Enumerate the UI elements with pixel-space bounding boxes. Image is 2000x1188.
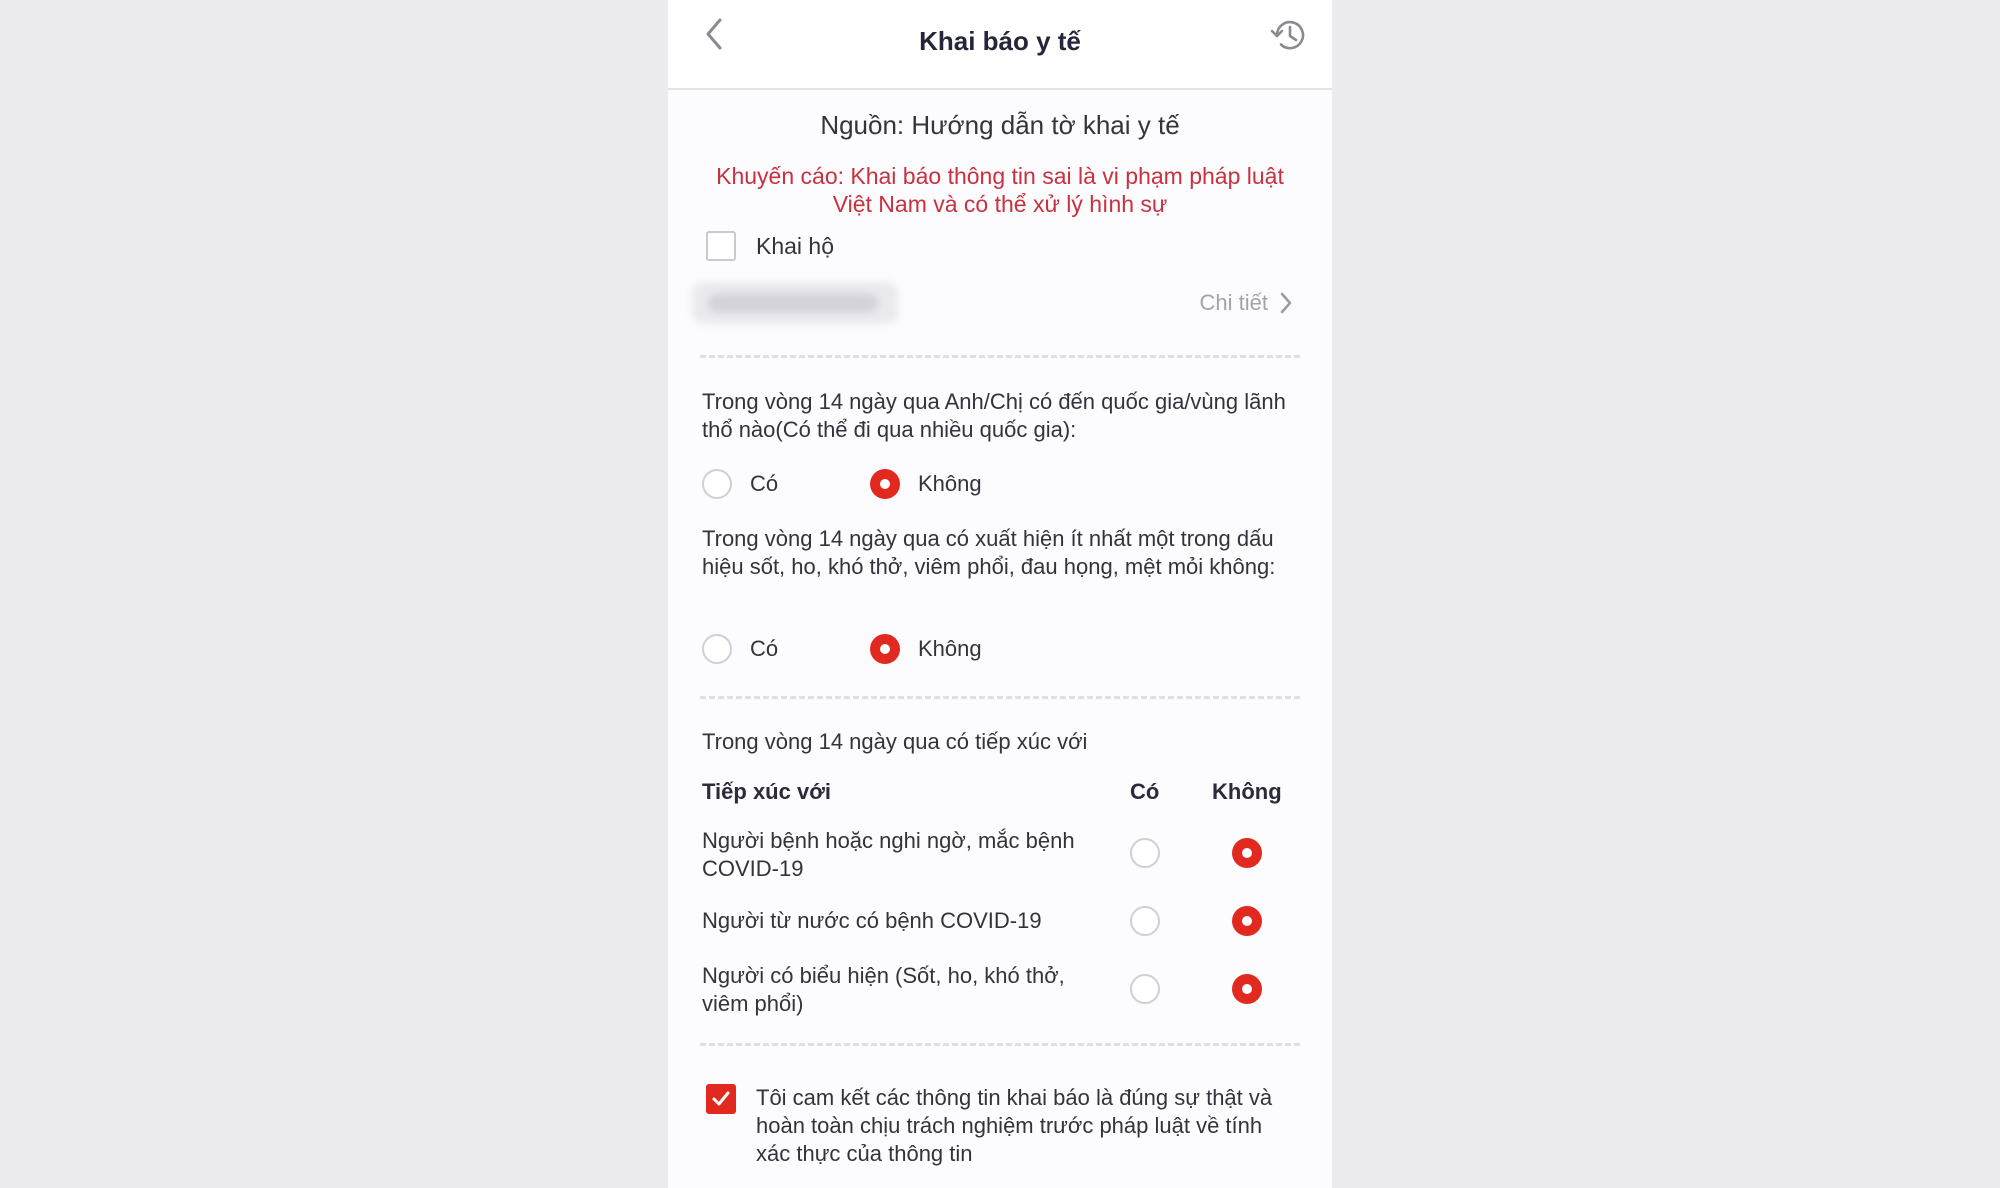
contact-row-3-label: Người có biểu hiện (Sốt, ho, khó thở, viêm phổi) xyxy=(702,963,1065,1016)
contact-row-2-yes[interactable] xyxy=(1130,906,1160,936)
legal-warning-line-2: Việt Nam và có thể xử lý hình sự xyxy=(832,191,1168,217)
radio-unchecked[interactable] xyxy=(1130,838,1160,868)
radio-unchecked[interactable] xyxy=(1130,906,1160,936)
radio-checked[interactable] xyxy=(1232,838,1262,868)
contact-row-3-yes[interactable] xyxy=(1130,974,1160,1004)
option-label: Có xyxy=(750,471,779,496)
contact-row-3-no[interactable] xyxy=(1232,974,1262,1004)
option-label: Không xyxy=(918,471,982,496)
declare-for-other-checkbox[interactable] xyxy=(706,230,834,262)
question-2-option-yes[interactable] xyxy=(702,634,778,664)
radio-unchecked[interactable] xyxy=(702,634,732,664)
radio-checked[interactable] xyxy=(870,469,900,499)
question-1-option-no[interactable] xyxy=(870,469,982,499)
radio-checked[interactable] xyxy=(870,634,900,664)
column-header-contact: Tiếp xúc với xyxy=(702,779,831,804)
blurred-user-name xyxy=(692,282,898,324)
history-icon[interactable] xyxy=(1268,14,1310,56)
checkmark-icon xyxy=(710,1088,732,1110)
column-header-yes: Có xyxy=(1130,779,1160,804)
column-header-no: Không xyxy=(1212,779,1282,804)
radio-checked[interactable] xyxy=(1232,906,1262,936)
contact-row-2-no[interactable] xyxy=(1232,906,1262,936)
contact-row-1-label: Người bệnh hoặc nghi ngờ, mắc bệnh COVID-19 xyxy=(702,828,1075,881)
question-2-text: Trong vòng 14 ngày qua có xuất hiện ít nhất một trong dấu hiệu sốt, ho, khó thở, viêm phổi, đau họng, mệt mỏi không: xyxy=(702,526,1276,579)
declaration-screen xyxy=(668,0,1332,1188)
contact-row-1-yes[interactable] xyxy=(1130,838,1160,868)
radio-unchecked[interactable] xyxy=(702,469,732,499)
legal-warning-line-1: Khuyến cáo: Khai báo thông tin sai là vi phạm pháp luật xyxy=(716,163,1284,189)
contact-intro: Trong vòng 14 ngày qua có tiếp xúc với xyxy=(702,729,1088,754)
radio-unchecked[interactable] xyxy=(1130,974,1160,1004)
commitment-text: Tôi cam kết các thông tin khai báo là đúng sự thật và hoàn toàn chịu trách nghiệm trước pháp luật về tính xác thực của thông tin xyxy=(756,1085,1273,1166)
source-text: Nguồn: Hướng dẫn tờ khai y tế xyxy=(820,110,1180,140)
detail-link[interactable] xyxy=(1200,290,1294,316)
declare-for-other-label: Khai hộ xyxy=(756,232,835,259)
option-label: Không xyxy=(918,636,982,661)
chevron-right-icon xyxy=(1278,291,1294,315)
detail-link-label: Chi tiết xyxy=(1199,290,1268,315)
legal-warning xyxy=(698,162,1302,218)
section-divider xyxy=(700,696,1300,699)
section-divider xyxy=(700,355,1300,358)
checkbox-box[interactable] xyxy=(706,231,736,261)
question-1-text: Trong vòng 14 ngày qua Anh/Chị có đến quốc gia/vùng lãnh thổ nào(Có thể đi qua nhiều quốc gia): xyxy=(702,389,1286,442)
section-divider xyxy=(700,1043,1300,1046)
contact-row-1-no[interactable] xyxy=(1232,838,1262,868)
page-title: Khai báo y tế xyxy=(919,26,1081,56)
option-label: Có xyxy=(750,636,779,661)
checkbox-checked[interactable] xyxy=(706,1084,736,1114)
question-2-option-no[interactable] xyxy=(870,634,982,664)
commitment-checkbox[interactable] xyxy=(706,1084,1306,1168)
contact-row-2-label: Người từ nước có bệnh COVID-19 xyxy=(702,908,1042,933)
top-bar xyxy=(668,0,1332,90)
radio-checked[interactable] xyxy=(1232,974,1262,1004)
question-1-option-yes[interactable] xyxy=(702,469,778,499)
blurred-text xyxy=(708,294,878,312)
